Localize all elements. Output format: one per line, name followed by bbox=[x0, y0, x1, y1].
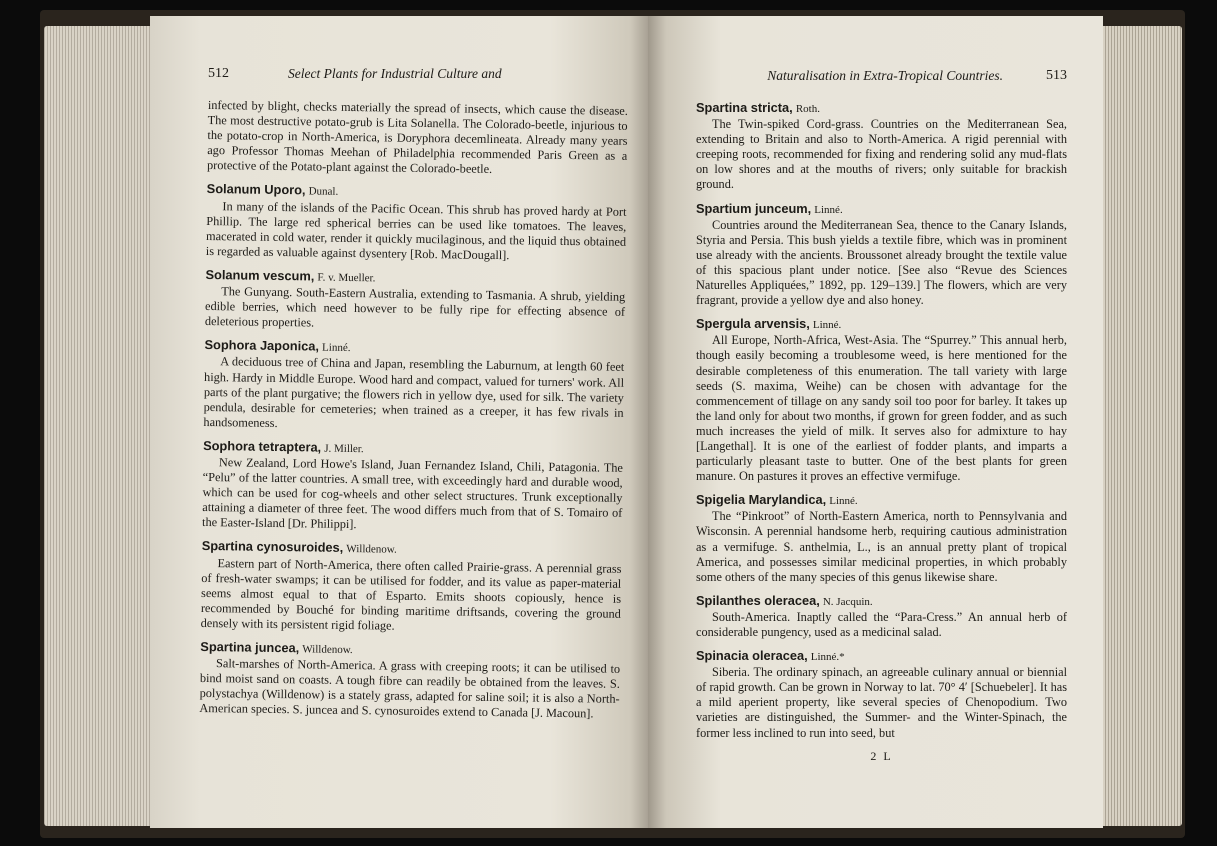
plant-entry bbox=[205, 267, 626, 335]
species-authority: Linné. bbox=[829, 495, 858, 508]
species-authority: Linné. bbox=[322, 341, 351, 355]
species-authority: J. Miller. bbox=[324, 442, 364, 456]
entry-text: Salt-marshes of North-America. A grass with creeping roots; it can be utilised to bind moist sand on coasts. A tough fibre can readily be obtained from the leaves. S. polystachya (Willdenow) is a stately grass, adapted for saline soil; it is also a North-American species. S. juncea and S. cynosuroides extend to Canada [J. Macoun]. bbox=[199, 656, 621, 721]
species-name: Spigelia Marylandica, bbox=[696, 492, 827, 508]
plant-entry bbox=[696, 648, 1067, 741]
entry-text: Siberia. The ordinary spinach, an agreeable culinary annual or biennial of rapid growth. Can be grown in Norway to lat. 70° 4′ [Schuebeler]. It has a mild aperient property, like several species of Chenopodium. Two varieties are distinguished, the Summer- and the Winter-Spinach, the former less inclined to run into seed, but bbox=[696, 665, 1067, 740]
species-name: Spartium junceum, bbox=[696, 200, 812, 216]
species-name: Sophora tetraptera, bbox=[203, 437, 322, 455]
right-page-body bbox=[696, 100, 1067, 764]
species-authority: Roth. bbox=[795, 103, 820, 115]
signature-mark: 2 L bbox=[870, 748, 893, 763]
entry-text: The “Pinkroot” of North-Eastern America, north to Pennsylvania and Wisconsin. A perennial handsome herb, requiring cautious administration as a vermifuge. S. anthelmia, L., is an annual pretty plant of tropical America, and possesses similar medicinal properties, in which probably some others of the many species of this genus likewise share. bbox=[696, 509, 1067, 584]
entry-text: All Europe, North-Africa, West-Asia. The “Spurrey.” This annual herb, though easily becoming a troublesome weed, is here mentioned for the desirable completeness of this enumeration. The tall variety with large seeds (S. maxima, Weihe) can be chosen with advantage for the commencement of tillage on any sandy soil too poor for barley. It takes up the land only for about two months, if grown for green fodder, and as such much increases the yield of milk. It serves also for admixture to hay [Langethal]. It is one of the earliest of fodder plants, and imparts a particularly pleasant taste to butter. One of the best plants for green manure. On pastures it proves an effective vermifuge. bbox=[696, 333, 1067, 484]
plant-entry bbox=[696, 316, 1067, 484]
page-number: 513 bbox=[1046, 68, 1067, 83]
species-authority: Willdenow. bbox=[302, 643, 353, 657]
entry-text: In many of the islands of the Pacific Ocean. This shrub has proved hardy at Port Phillip. The large red spherical berries can be used like tomatoes. The leaves, macerated in cold water, render it quickly mucilaginous, and the liquid thus obtained is regarded as valuable against dysentery [Rob. MacDougall]. bbox=[205, 198, 627, 263]
plant-entry bbox=[696, 492, 1067, 585]
species-authority: N. Jacquin. bbox=[822, 595, 873, 608]
entry-text: A deciduous tree of China and Japan, resembling the Laburnum, at length 60 feet high. Hardy in Middle Europe. Wood hard and compact, valued for turners' work. All parts of the plant purgative; the flowers rich in yellow dye, used for silk. The variety pendula, desirable for cemeteries; when trained as a creeper, it has few rivals in handsomeness. bbox=[203, 354, 625, 430]
left-page bbox=[150, 16, 650, 828]
species-authority: Linné. bbox=[814, 203, 843, 216]
species-name: Spergula arvensis, bbox=[696, 316, 810, 332]
right-page bbox=[648, 16, 1103, 828]
plant-entry bbox=[696, 100, 1067, 193]
species-name: Spartina juncea, bbox=[200, 638, 300, 656]
page-number: 512 bbox=[208, 66, 229, 81]
left-page-body bbox=[199, 98, 628, 722]
plant-entry bbox=[201, 538, 622, 636]
plant-entry bbox=[202, 438, 623, 536]
left-page-edges bbox=[44, 26, 154, 826]
species-name: Sophora Japonica, bbox=[204, 337, 320, 354]
entry-text: The Twin-spiked Cord-grass. Countries on the Mediterranean Sea, extending to Britain and also to North-America. A rigid perennial with creeping roots, recommended for fixing and rendering solid any mud-flats on low shores and at the mouths of rivers; only suitable for brackish ground. bbox=[696, 117, 1067, 192]
entry-heading bbox=[696, 201, 1067, 218]
right-page-edges bbox=[1100, 26, 1182, 826]
plant-entry bbox=[696, 201, 1067, 309]
continuation-paragraph: infected by blight, checks materially the spread of insects, which cause the disease. The most destructive potato-grub is Lita Solanella. The Colorado-beetle, injurious to the potato-crop in North-America, is Doryphora decemlineata. Already many years ago Professor Thomas Meehan of Philadelphia recommended Paris Green as a protective of the Potato-plant against the Colorado-beetle. bbox=[206, 98, 628, 177]
plant-entry bbox=[696, 593, 1067, 640]
entry-text: Countries around the Mediterranean Sea, thence to the Canary Islands, Styria and Persia. This bush yields a textile fibre, which was in prominent use already with the ancients. Broussonet already brought the textile value of this spacious plant under notice. [See also “Revue des Sciences Naturelles Appliquées,” 1892, pp. 129–139.] The flowers, which are very fragrant, provide a yellow dye and also honey. bbox=[696, 217, 1067, 308]
plant-entry bbox=[199, 639, 620, 722]
running-head: Select Plants for Industrial Culture and bbox=[288, 66, 502, 81]
species-name: Solanum vescum, bbox=[205, 266, 315, 284]
species-authority: Linné.* bbox=[810, 651, 845, 664]
plant-entry bbox=[203, 337, 624, 435]
species-name: Spinacia oleracea, bbox=[696, 648, 808, 664]
entry-heading bbox=[696, 648, 1067, 665]
entry-text: Eastern part of North-America, there often called Prairie-grass. A perennial grass of fresh-water swamps; it can be utilised for fodder, and its value as paper-material seems almost equal to that of Esparto. Emits shoots copiously, hence is recommended by Bouché for binding maritime driftsands, covering the ground densely with its persistent rigid foliage. bbox=[200, 555, 622, 633]
species-authority: Linné. bbox=[812, 319, 842, 332]
entry-text: South-America. Inaptly called the “Para-Cress.” An annual herb of considerable pungency, used as a medicinal salad. bbox=[696, 609, 1067, 639]
species-name: Spartina stricta, bbox=[696, 100, 793, 115]
species-name: Spartina cynosuroides, bbox=[201, 538, 344, 556]
running-head: Naturalisation in Extra-Tropical Countries. bbox=[767, 68, 1003, 83]
right-page-header bbox=[696, 68, 1067, 90]
entry-list bbox=[199, 181, 626, 722]
plant-entry bbox=[206, 181, 627, 264]
entry-list bbox=[696, 100, 1067, 741]
species-authority: Willdenow. bbox=[346, 543, 397, 557]
left-page-header bbox=[208, 66, 628, 88]
species-authority: F. v. Mueller. bbox=[317, 271, 376, 285]
entry-heading bbox=[696, 316, 1067, 333]
entry-text: New Zealand, Lord Howe's Island, Juan Fernandez Island, Chili, Patagonia. The “Pelu” of the latter countries. A small tree, with exceedingly hard and durable wood, which can be used for cog-wheels and other select structures. Trunk exceptionally attaining a diameter of three feet. The wood differs much from that of S. Tomairo of the Easter-Island [Dr. Philippi]. bbox=[201, 455, 623, 532]
entry-heading bbox=[696, 492, 1067, 509]
species-authority: Dunal. bbox=[308, 185, 339, 199]
entry-heading bbox=[696, 593, 1067, 610]
species-name: Spilanthes oleracea, bbox=[696, 592, 820, 608]
entry-text: The Gunyang. South-Eastern Australia, extending to Tasmania. A shrub, yielding edible berries, which need however to be fully ripe for effecting absence of deleterious properties. bbox=[204, 284, 626, 330]
species-name: Solanum Uporo, bbox=[206, 181, 306, 198]
entry-heading bbox=[696, 100, 1067, 117]
